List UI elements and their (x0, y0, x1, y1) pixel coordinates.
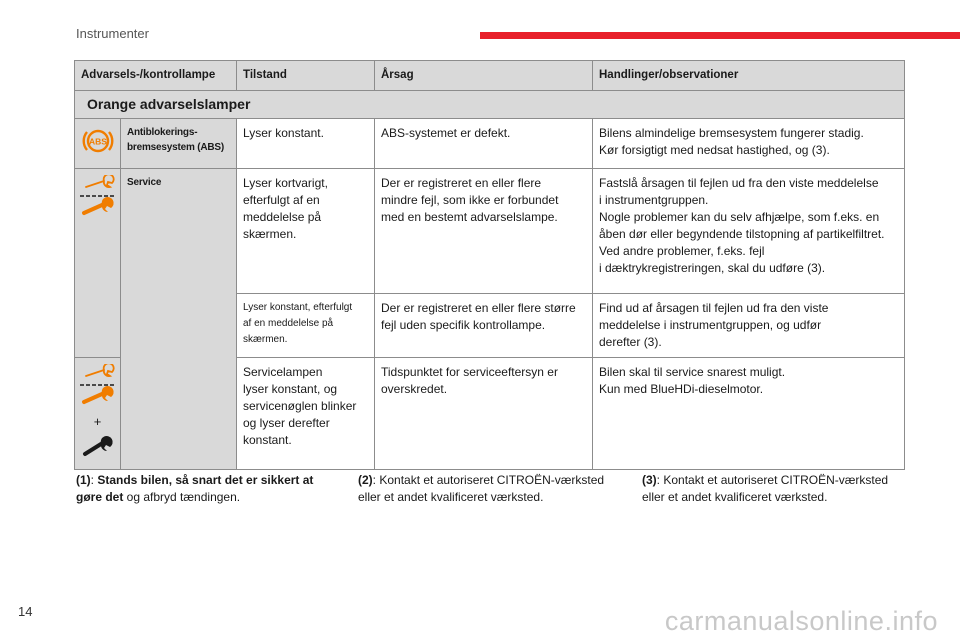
cause-service-2: Der er registreret en eller flere større fejl uden specifik kontrollampe. (375, 294, 593, 358)
group-row (75, 91, 905, 119)
page-number: 14 (18, 604, 33, 619)
footnote-2-number: (2) (358, 473, 373, 487)
action-abs: Bilens almindelige bremsesystem fungerer stadig. Kør forsigtigt med nedsat hastighed, og (3). (593, 119, 905, 169)
condition-service-3: Servicelampen lyser konstant, og servicenøglen blinker og lyser derefter konstant. (237, 358, 375, 470)
cause-abs: ABS-systemet er defekt. (375, 119, 593, 169)
footnote-3-number: (3) (642, 473, 657, 487)
footnote-3 (642, 472, 902, 506)
column-header-condition: Tilstand (237, 61, 375, 91)
column-header-lamp: Advarsels-/kontrollampe (75, 61, 237, 91)
footnote-2-text: : Kontakt et autoriseret CITROËN-værksted eller et andet kvalificeret værksted. (358, 473, 605, 504)
abs-warning-icon (75, 119, 121, 169)
action-service-1: Fastslå årsagen til fejlen ud fra den viste meddelelse i instrumentgruppen. Nogle problemer kan du selv afhjælpe, som f.eks. en åben dør eller begyndende tilstopning af partikelfiltret. Ved andre problemer, f.eks. fejl i dæktrykregistreringen, skal du udføre (3). (593, 169, 905, 294)
condition-service-2: Lyser konstant, efterfulgt af en meddelelse på skærmen. (237, 294, 375, 358)
footnote-1-number: (1) (76, 473, 91, 487)
lamp-name-service: Service (121, 169, 237, 470)
watermark: carmanualsonline.info (664, 606, 938, 636)
service-wrench-plus-wrench-icon (75, 358, 121, 470)
condition-abs: Lyser konstant. (237, 119, 375, 169)
lamp-name-abs: Antiblokerings- bremsesystem (ABS) (121, 119, 237, 169)
condition-service-1: Lyser kortvarigt, efterfulgt af en meddelelse på skærmen. (237, 169, 375, 294)
action-service-3: Bilen skal til service snarest muligt. Kun med BlueHDi-dieselmotor. (593, 358, 905, 470)
svg-text:ABS: ABS (88, 136, 107, 147)
footnote-1-separator: : (90, 473, 98, 487)
warning-lamps-table (74, 60, 905, 470)
column-header-cause: Årsag (375, 61, 593, 91)
footnote-3-text: : Kontakt et autoriseret CITROËN-værksted eller et andet kvalificeret værksted. (642, 473, 889, 504)
footnote-1 (76, 472, 336, 506)
action-service-2: Find ud af årsagen til fejlen ud fra den viste meddelelse i instrumentgruppen, og udfør derefter (3). (593, 294, 905, 358)
table-row-abs (75, 119, 905, 169)
plus-sign: + (93, 414, 102, 429)
cause-service-1: Der er registreret en eller flere mindre fejl, som ikke er forbundet med en bestemt advarselslampe. (375, 169, 593, 294)
header-accent-bar (480, 32, 960, 39)
table-row-service-1 (75, 169, 905, 294)
column-header-action: Handlinger/observationer (593, 61, 905, 91)
footnote-1-bold: Stands bilen, så snart det er sikkert at gøre det (76, 473, 314, 504)
wrench-icon (81, 432, 115, 458)
cause-service-3: Tidspunktet for serviceeftersyn er overskredet. (375, 358, 593, 470)
footnote-1-rest: og afbryd tændingen. (123, 490, 241, 504)
table-header-row (75, 61, 905, 91)
footnote-2 (358, 472, 618, 506)
section-title: Instrumenter (76, 26, 149, 41)
service-wrench-icon (75, 169, 121, 358)
group-title: Orange advarselslamper (75, 91, 905, 119)
